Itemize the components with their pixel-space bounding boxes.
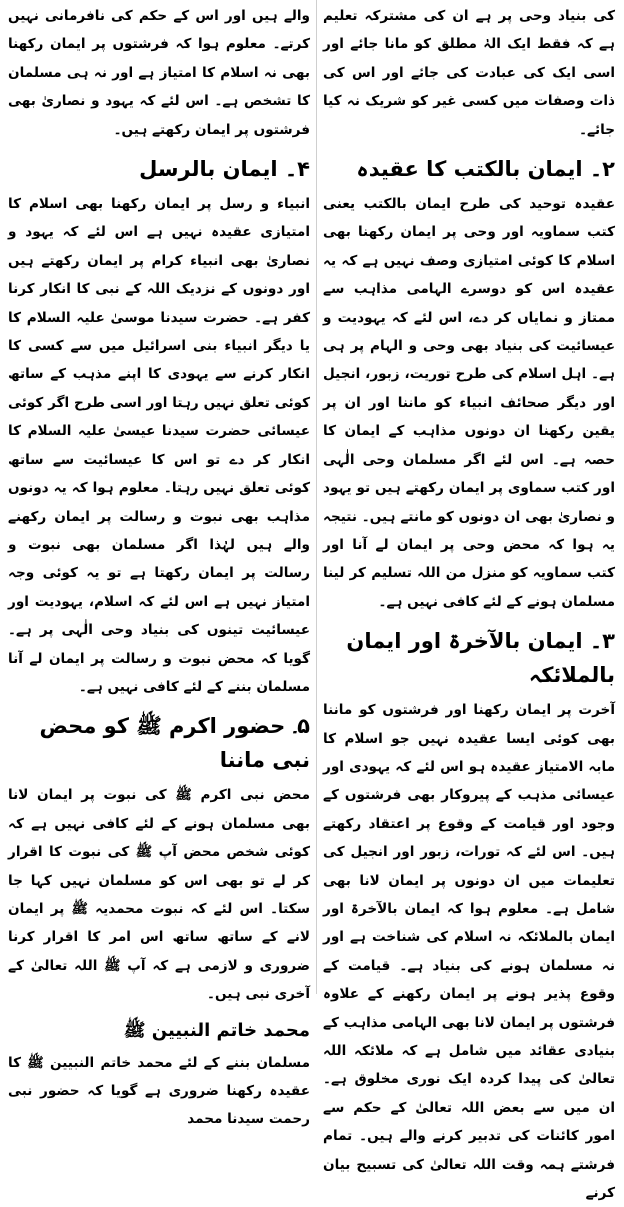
left-paragraph-4: مسلمان بننے کے لئے محمد خاتم النبیین ﷺ کا عقیدہ رکھنا ضروری ہے گویا کہ حضور نبی رحمت سیدنا محمد [8,1054,310,1128]
left-paragraph-2: انبیاء و رسل پر ایمان رکھنا بھی اسلام کا امتیازی عقیدہ نہیں ہے اس لئے کہ یہود و نصاریٰ بھی انبیاء کرام پر ایمان رکھتے ہیں اور دونوں کے نزدیک اللہ کے نبی کا انکار کرنا کفر ہے۔ حضرت سیدنا موسیٰ علیہ السلام کا یا دیگر انبیاء بنی اسرائیل میں سے کسی کا انکار کرنے سے یہودی کا اپنے مذہب کے ساتھ کوئی تعلق نہیں رہتا اور اسی طرح اگر کوئی عیسائی حضرت سیدنا عیسیٰ علیہ السلام کا انکار کر دے تو اس کا عیسائیت سے ساتھ کوئی تعلق نہیں رہتا۔ معلوم ہوا کہ یہ دونوں مذاہب بھی نبوت و رسالت پر ایمان رکھنے والے ہیں لہٰذا اگر مسلمان بھی نبوت و رسالت پر ایمان رکھتا ہے تو یہ کوئی وجہ امتیاز نہیں ہے اس لئے کہ اسلام، یہودیت اور عیسائیت تینوں کی بنیاد وحی الٰہی پر ہے۔ گویا کہ محض نبوت و رسالت پر ایمان لے آنا مسلمان بننے کے لئے کافی نہیں ہے۔ [8,196,310,695]
right-paragraph-1: کی بنیاد وحی پر ہے ان کی مشترکہ تعلیم ہے کہ فقط ایک الہٰ مطلق کو مانا جائے اور اسی ایک کی عبادت کی جائے اور اس کی ذات وصفات میں کسی غیر کو شریک نہ کیا جائے۔ [323,8,615,138]
right-paragraph-3: آخرت پر ایمان رکھنا اور فرشتوں کو ماننا بھی کوئی ایسا عقیدہ نہیں جو اسلام کا مابہ الامتیاز عقیدہ ہو اس لئے کہ یہودی اور عیسائی مذہب کے پیروکار بھی فرشتوں کے وجود اور قیامت کے وقوع پر اعتقاد رکھتے ہیں۔ اس لئے کہ تورات، زبور اور انجیل کی تعلیمات میں ان دونوں پر ایمان لانا بھی شامل ہے۔ معلوم ہوا کہ ایمان بالآخرۃ اور ایمان بالملائکہ نہ اسلام کی شناخت ہے اور نہ مسلمان ہونے کی بنیاد ہے۔ قیامت کے وقوع پذیر ہونے پر ایمان رکھنے کے علاوہ فرشتوں پر ایمان لانا بھی الہامی مذاہب کے بنیادی عقائد میں شامل ہے کہ ملائکہ اللہ تعالیٰ کی پیدا کردہ ایک نوری مخلوق ہے۔ ان میں سے بعض اللہ تعالیٰ کے حکم سے امور کائنات کی تدبیر کرنے والے ہیں۔ تمام فرشتے ہمہ وقت اللہ تعالیٰ کی تسبیح بیان کرنے [323,702,615,1202]
left-paragraph-3: محض نبی اکرم ﷺ کی نبوت پر ایمان لانا بھی مسلمان ہونے کے لئے کافی نہیں ہے کہ کوئی شخص محض آپ ﷺ کی نبوت کا اقرار کر لے تو بھی اس کو مسلمان نہیں کہا جا سکتا۔ اس لئے کہ نبوت محمدیہ ﷺ پر ایمان لانے کے ساتھ ساتھ اس امر کا اقرار کرنا ضروری و لازمی ہے کہ آپ ﷺ اللہ تعالیٰ کے آخری نبی ہیں۔ [8,787,310,1003]
left-paragraph-1: والے ہیں اور اس کے حکم کی نافرمانی نہیں کرتے۔ معلوم ہوا کہ فرشتوں پر ایمان رکھنا بھی نہ اسلام کا امتیاز ہے اور نہ ہی مسلمان کا تشخص ہے۔ اس لئے کہ یہود و نصاریٰ بھی فرشتوں پر ایمان رکھتے ہیں۔ [8,8,310,138]
right-paragraph-2: عقیدہ توحید کی طرح ایمان بالکتب یعنی کتب سماویہ اور وحی پر ایمان رکھنا بھی اسلام کا کوئی امتیازی وصف نہیں ہے کہ یہ عقیدہ اس کو دوسرے الہامی مذاہب سے ممتاز و نمایاں کر دے، اس لئے کہ یہودیت و عیسائیت کی بنیاد بھی وحی و الہام پر ہی ہے۔ اہل اسلام کی طرح توریت، زبور، انجیل اور دیگر صحائف انبیاء کو ماننا اور ان پر یقین رکھنا ان دونوں مذاہب کے ایمان کا حصہ ہے۔ اس لئے اگر مسلمان وحی الٰہی اور کتب سماوی پر ایمان رکھتے ہیں تو یہود و نصاریٰ بھی ان دونوں کو مانتے ہیں۔ نتیجہ یہ ہوا کہ محض وحی پر ایمان لے آنا اور کتب سماویہ کو منزل من اللہ تسلیم کر لینا مسلمان ہونے کے لئے کافی نہیں ہے۔ [323,196,615,610]
heading-iman-bil-kutub: ۲۔ ایمان بالکتب کا عقیدہ [356,157,615,182]
heading-huzoor-nabi: ۵۔ حضور اکرم ﷺ کو محض نبی ماننا [39,714,310,773]
heading-iman-bil-akhirah: ۳۔ ایمان بالآخرۃ اور ایمان بالملائکہ [346,629,615,688]
left-column [8,2,310,1134]
heading-khatam-un-nabiyyin: محمد خاتم النبیین ﷺ [123,1019,310,1041]
right-column [323,2,615,1207]
heading-iman-bir-rusul: ۴۔ ایمان بالرسل [139,157,310,182]
column-divider [316,0,317,994]
